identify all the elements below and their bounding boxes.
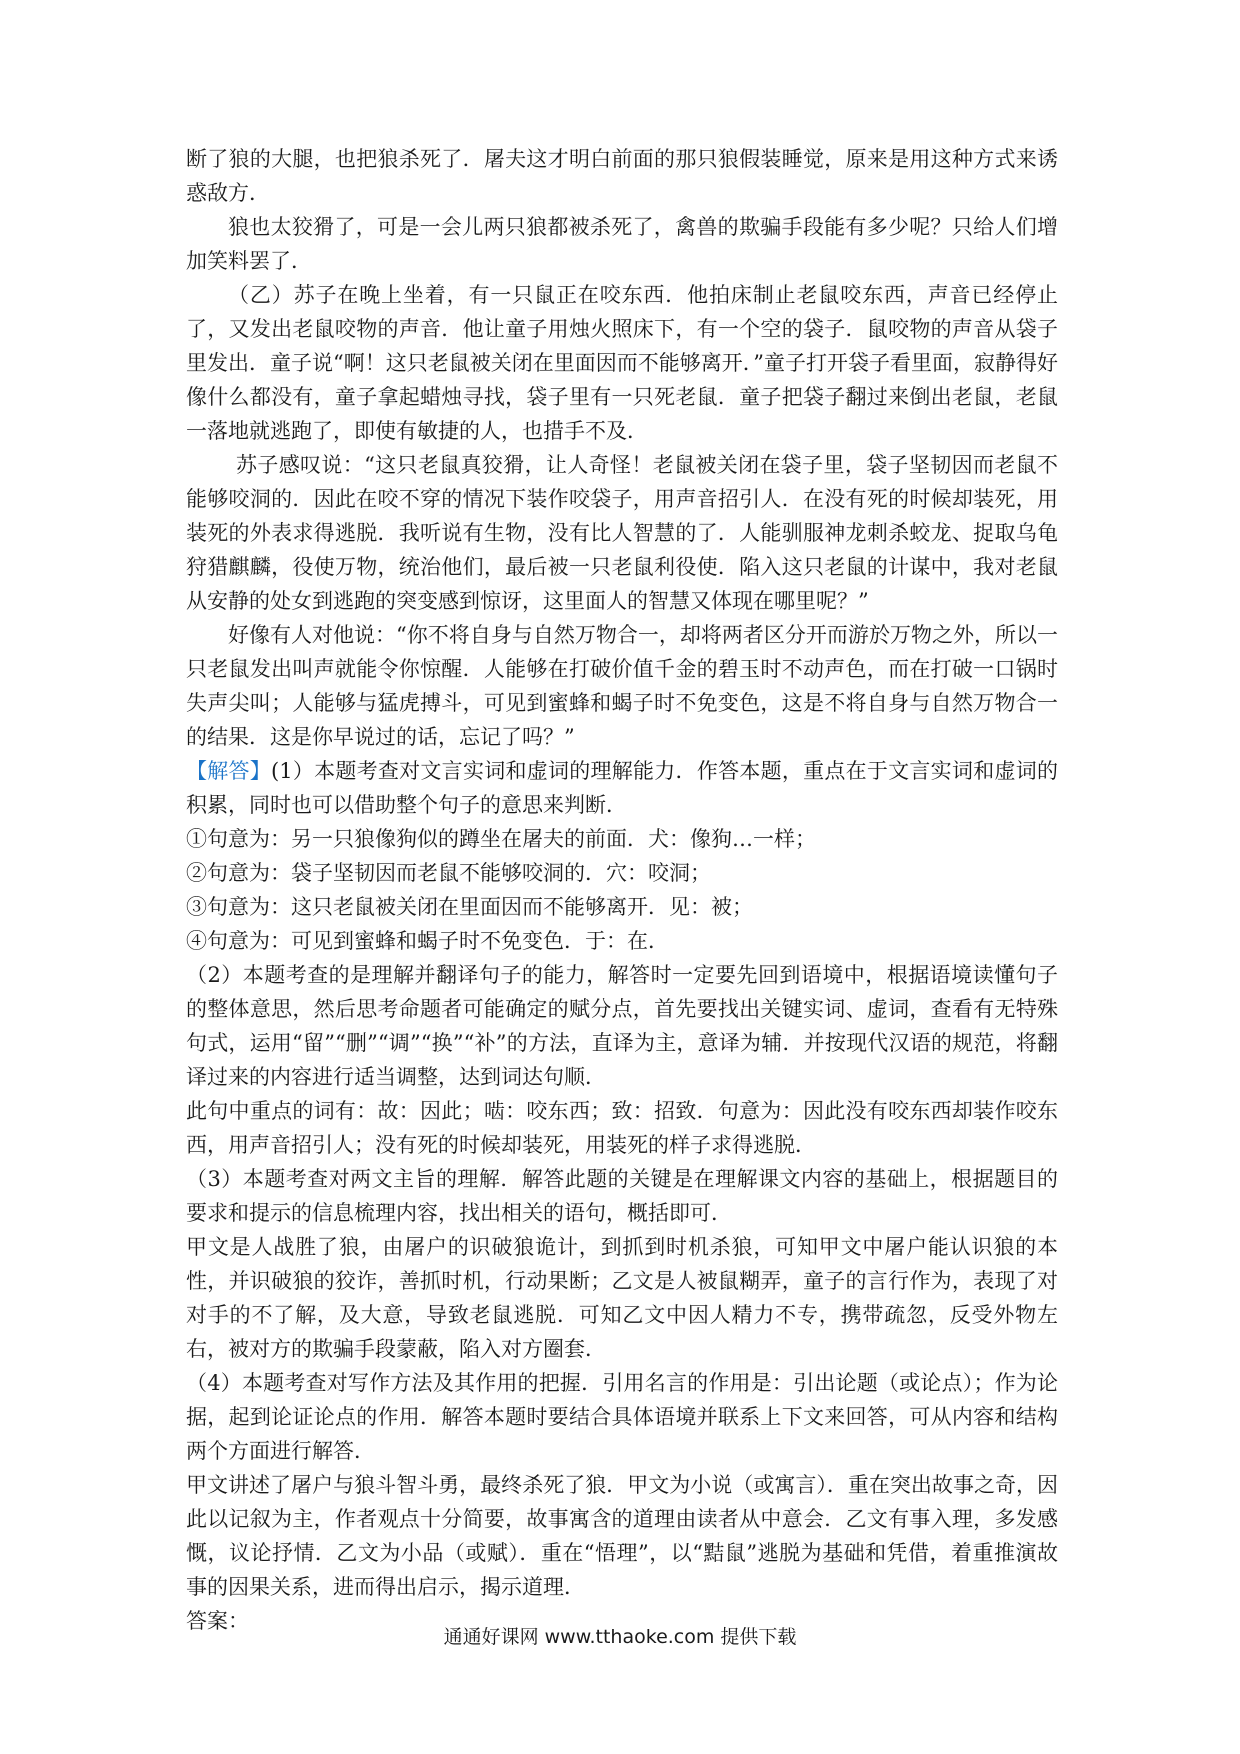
answer-item: ①句意为：另一只狼像狗似的蹲坐在屠夫的前面．犬：像狗…一样； [186,827,816,851]
answer-part-3-detail: 甲文是人战胜了狼，由屠户的识破狼诡计，到抓到时机杀狼，可知甲文中屠户能认识狼的本性，并识破狼的狡诈，善抓时机，行动果断；乙文是人被鼠糊弄，童子的言行作为，表现了对对手的不了解，及大意，导致老鼠逃脱．可知乙文中因人精力不专，携带疏忽，反受外物左右，被对方的欺骗手段蒙蔽，陷入对方圈套． [186,1235,1058,1361]
answer-part-2-detail: 此句中重点的词有：故：因此；啮：咬东西；致：招致．句意为：因此没有咬东西却装作咬东西，用声音招引人；没有死的时候却装死，用装死的样子求得逃脱． [186,1099,1058,1157]
answer-tag: 【解答】 [186,759,272,783]
answer-item: ④句意为：可见到蜜蜂和蝎子时不免变色．于：在． [186,929,669,953]
paragraph: 狼也太狡猾了，可是一会儿两只狼都被杀死了，禽兽的欺骗手段能有多少呢？只给人们增加笑料罢了． [186,215,1058,273]
page-footer: 通通好课网 www.tthaoke.com 提供下载 [443,1626,797,1648]
paragraph: 好像有人对他说：“你不将自身与自然万物合一，却将两者区分开而游於万物之外，所以一只老鼠发出叫声就能令你惊醒．人能够在打破价值千金的碧玉时不动声色，而在打破一口锅时失声尖叫；人能够与猛虎搏斗，可见到蜜蜂和蝎子时不免变色，这是不将自身与自然万物合一的结果．这是你早说过的话，忘记了吗？” [186,623,1058,749]
document-body [186,142,1058,1638]
answer-item: ③句意为：这只老鼠被关闭在里面因而不能够离开．见：被； [186,895,753,919]
answer-item: ②句意为：袋子坚韧因而老鼠不能够咬洞的．穴：咬洞； [186,861,711,885]
answer-section [186,754,1058,822]
answer-label: 答案： [186,1609,249,1633]
answer-part-4: （4）本题考查对写作方法及其作用的把握．引用名言的作用是：引出论题（或论点）；作为论据，起到论证论点的作用．解答本题时要结合具体语境并联系上下文来回答，可从内容和结构两个方面进行解答． [186,1371,1058,1463]
paragraph: （乙）苏子在晚上坐着，有一只鼠正在咬东西．他拍床制止老鼠咬东西，声音已经停止了，又发出老鼠咬物的声音．他让童子用烛火照床下，有一个空的袋子．鼠咬物的声音从袋子里发出．童子说“啊！这只老鼠被关闭在里面因而不能够离开．”童子打开袋子看里面，寂静得好像什么都没有，童子拿起蜡烛寻找，袋子里有一只死老鼠．童子把袋子翻过来倒出老鼠，老鼠一落地就逃跑了，即使有敏捷的人，也措手不及． [186,283,1058,443]
paragraph: 苏子感叹说：“这只老鼠真狡猾，让人奇怪！老鼠被关闭在袋子里，袋子坚韧因而老鼠不能够咬洞的．因此在咬不穿的情况下装作咬袋子，用声音招引人．在没有死的时候却装死，用装死的外表求得逃脱．我听说有生物，没有比人智慧的了．人能驯服神龙刺杀蛟龙、捉取乌龟狩猎麒麟，役使万物，统治他们，最后被一只老鼠利役使．陷入这只老鼠的计谋中，我对老鼠从安静的处女到逃跑的突变感到惊讶，这里面人的智慧又体现在哪里呢？” [186,453,1058,613]
answer-part-3: （3）本题考查对两文主旨的理解．解答此题的关键是在理解课文内容的基础上，根据题目的要求和提示的信息梳理内容，找出相关的语句，概括即可． [186,1167,1058,1225]
answer-part-2: （2）本题考查的是理解并翻译句子的能力，解答时一定要先回到语境中，根据语境读懂句子的整体意思，然后思考命题者可能确定的赋分点，首先要找出关键实词、虚词，查看有无特殊句式，运用“留”“删”“调”“换”“补”的方法，直译为主，意译为辅．并按现代汉语的规范，将翻译过来的内容进行适当调整，达到词达句顺． [186,963,1058,1089]
paragraph: 断了狼的大腿，也把狼杀死了．屠夫这才明白前面的那只狼假装睡觉，原来是用这种方式来诱惑敌方． [186,147,1058,205]
answer-part-4-detail: 甲文讲述了屠户与狼斗智斗勇，最终杀死了狼．甲文为小说（或寓言）．重在突出故事之奇，因此以记叙为主，作者观点十分简要，故事寓含的道理由读者从中意会．乙文有事入理，多发感慨，议论抒情．乙文为小品（或赋）．重在“悟理”，以“黠鼠”逃脱为基础和凭借，着重推演故事的因果关系，进而得出启示，揭示道理． [186,1473,1058,1599]
answer-intro: (1）本题考查对文言实词和虚词的理解能力．作答本题，重点在于文言实词和虚词的积累，同时也可以借助整个句子的意思来判断． [186,759,1058,817]
